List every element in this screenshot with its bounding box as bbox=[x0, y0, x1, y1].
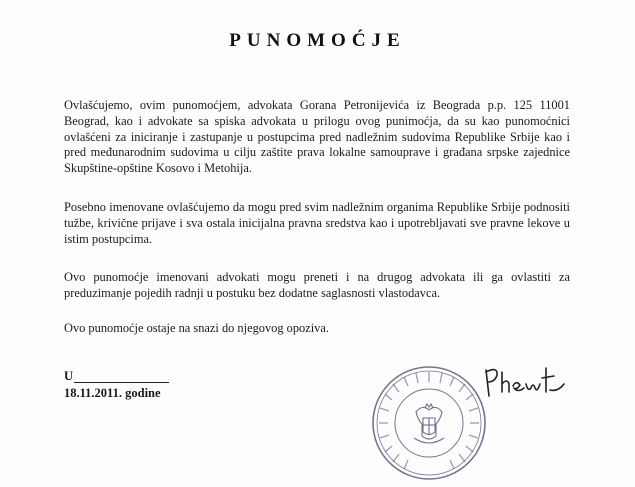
signature-icon bbox=[480, 362, 570, 412]
paragraph-special-powers: Posebno imenovane ovlašćujemo da mogu pred svim nadležnim organima Republike Srbije podnositi tužbe, krivične prijave i sva ostala inicijalna pravna sredstva kao i upotrebljavati sve pravne lekove u istim postupcima. bbox=[64, 200, 570, 246]
paragraph-validity: Ovo punomoćje ostaje na snazi do njegovog opoziva. bbox=[64, 321, 329, 335]
paragraph-transfer: Ovo punomoćje imenovani advokati mogu preneti i na drugog advokata ili ga ovlastiti za preduzimanje pojedih radnji u postuku bez dodatne saglasnosti vlastodavca. bbox=[64, 270, 570, 300]
place-blank-line bbox=[74, 382, 169, 383]
place-label: U bbox=[64, 369, 74, 383]
document-title: PUNOMOĆJE bbox=[229, 30, 406, 51]
official-stamp-icon bbox=[370, 364, 488, 482]
document-date: 18.11.2011. godine bbox=[64, 386, 161, 400]
paragraph-authorization: Ovlašćujemo, ovim punomoćjem, advokata Gorana Petronijevića iz Beograda p.p. 125 11001 Beograd, kao i advokate sa spiska advokata u prilogu ovog punimoćja, da su kao punomoćnici ovlašćeni za iniciranje i zastupanje u postupcima pred nadležnim sudovima Republike Srbije kao i pred međunarodnim sudovima u cilju zaštite prava lokalne samouprave i građana srpske zajednice Skupštine-opštine Kosovo i Metohija. bbox=[64, 98, 570, 176]
